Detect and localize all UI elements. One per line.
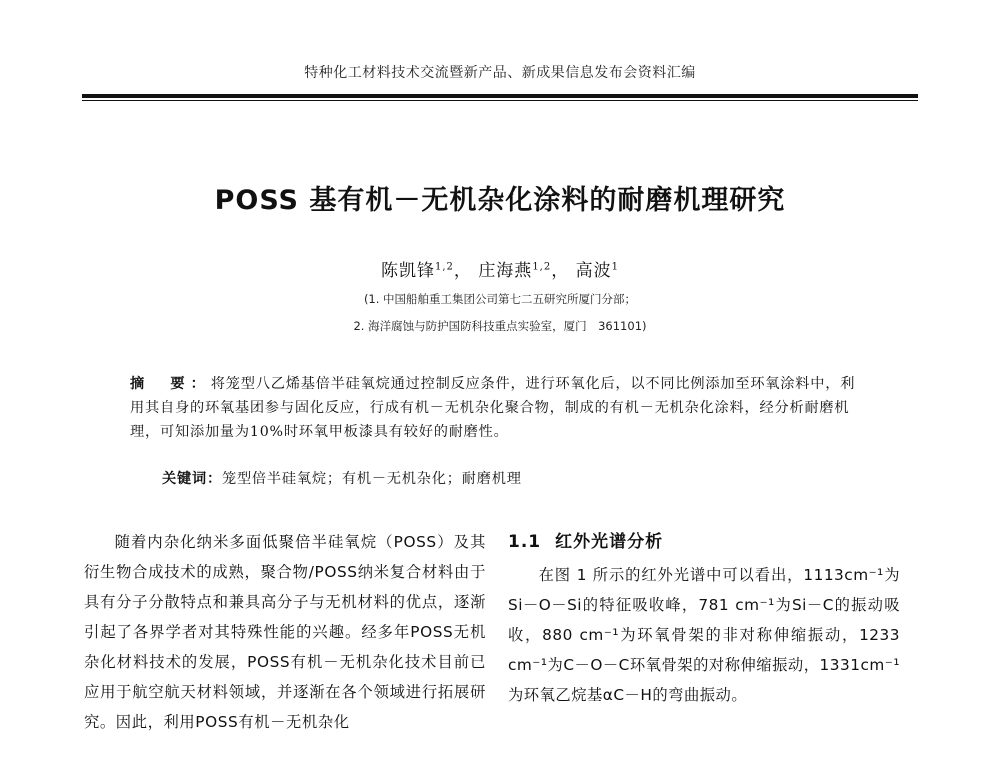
section-title: 红外光谱分析 <box>555 532 664 552</box>
section-number: 1.1 <box>508 532 542 552</box>
abstract-text: 将笼型八乙烯基倍半硅氧烷通过控制反应条件，进行环氧化后，以不同比例添加至环氧涂料中，利用其自身的环氧基团参与固化反应，行成有机－无机杂化聚合物，制成的有机－无机杂化涂料，经分析耐磨机理，可知添加量为10%时环氧甲板漆具有较好的耐磨性。 <box>130 376 856 440</box>
right-column <box>508 527 900 710</box>
section-paragraph: 在图 1 所示的红外光谱中可以看出，1113cm⁻¹为Si－O－Si的特征吸收峰，781 cm⁻¹为Si－C的振动吸收，880 cm⁻¹为环氧骨架的非对称伸缩振动，1233 cm⁻¹为C－O－C环氧骨架的对称伸缩振动，1331cm⁻¹为环氧乙烷基αC－H的弯曲振动。 <box>508 566 900 704</box>
author-name: 庄海燕 <box>478 261 533 281</box>
author-affiliation-mark: 1 <box>611 261 619 273</box>
abstract-label: 摘 要： <box>130 376 211 392</box>
affiliation-1: (1. 中国船舶重工集团公司第七二五研究所厦门分部； <box>363 292 637 306</box>
paper-title: POSS 基有机－无机杂化涂料的耐磨机理研究 <box>214 185 786 216</box>
author-separator: ， <box>551 261 570 281</box>
section-heading <box>508 527 900 552</box>
running-header: 特种化工材料技术交流暨新产品、新成果信息发布会资料汇编 <box>304 65 696 81</box>
intro-paragraph: 随着内杂化纳米多面低聚倍半硅氧烷（POSS）及其衍生物合成技术的成熟，聚合物/POSS纳米复合材料由于具有分子分散特点和兼具高分子与无机材料的优点，逐渐引起了各界学者对其特殊性能的兴趣。经多年POSS无机杂化材料技术的发展，POSS有机－无机杂化技术目前已应用于航空航天材料领域，并逐渐在各个领域进行拓展研究。因此，利用POSS有机－无机杂化 <box>84 533 486 731</box>
author-list <box>0 256 1000 281</box>
affiliation-2: 2. 海洋腐蚀与防护国防科技重点实验室，厦门 361101) <box>353 319 647 333</box>
keywords-label: 关键词： <box>162 471 222 487</box>
header-rule-thin <box>82 100 918 101</box>
abstract <box>130 372 870 444</box>
keywords <box>162 468 862 488</box>
keywords-text: 笼型倍半硅氧烷；有机－无机杂化；耐磨机理 <box>221 471 522 487</box>
author-name: 陈凯锋 <box>381 261 435 281</box>
author-separator: ， <box>453 261 472 281</box>
author-affiliation-mark: 1,2 <box>532 261 552 273</box>
author-name: 高波 <box>575 261 612 281</box>
author-affiliation-mark: 1,2 <box>435 261 454 273</box>
left-column <box>84 527 486 737</box>
header-rule-thick <box>82 94 918 98</box>
